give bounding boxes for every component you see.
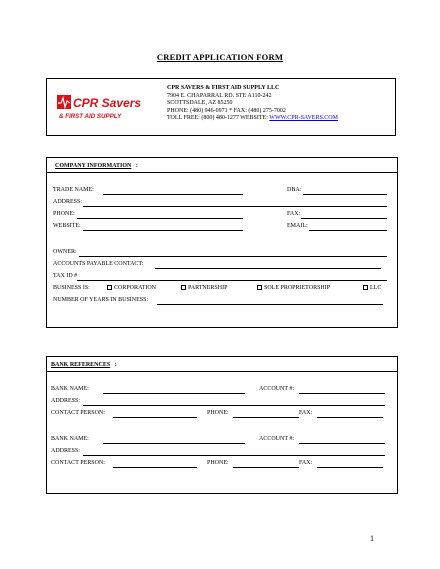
trade-name-label: TRADE NAME: bbox=[53, 187, 94, 193]
fax-label: FAX: bbox=[287, 211, 301, 217]
years-in-business-field[interactable] bbox=[157, 304, 383, 305]
tollfree-line bbox=[167, 115, 338, 123]
form-title: CREDIT APPLICATION FORM bbox=[156, 52, 284, 62]
checkbox[interactable] bbox=[257, 285, 262, 290]
company-name: CPR SAVERS & FIRST AID SUPPLY LLC bbox=[167, 85, 280, 91]
heading-divider bbox=[47, 371, 397, 372]
option-label: LLC bbox=[370, 285, 382, 291]
phone-field[interactable] bbox=[77, 218, 243, 219]
option-corporation[interactable] bbox=[107, 285, 156, 291]
company-address-block bbox=[167, 85, 338, 123]
fax-field[interactable] bbox=[301, 218, 387, 219]
address-label: ADDRESS: bbox=[53, 199, 83, 205]
address-field[interactable] bbox=[83, 206, 387, 207]
ap-contact-field[interactable] bbox=[155, 268, 381, 269]
contact-person-field[interactable] bbox=[113, 467, 197, 468]
svg-text:CPR Savers: CPR Savers bbox=[73, 96, 142, 110]
section-heading bbox=[51, 362, 117, 368]
tollfree-label: TOLL FREE: (800) 480-1277 WEBSITE: bbox=[167, 115, 268, 122]
contact-person-label: CONTACT PERSON: bbox=[51, 410, 105, 416]
address-line-2: SCOTTSDALE, AZ 85250 bbox=[167, 100, 233, 107]
bank-address-field[interactable] bbox=[83, 405, 385, 406]
account-field[interactable] bbox=[299, 443, 385, 444]
checkbox[interactable] bbox=[107, 285, 112, 290]
heading-divider bbox=[47, 172, 397, 173]
account-label: ACCOUNT #: bbox=[259, 386, 295, 392]
bank-address-field[interactable] bbox=[83, 455, 385, 456]
option-llc[interactable] bbox=[363, 285, 381, 291]
section-colon: : bbox=[114, 362, 117, 368]
bank-address-label: ADDRESS: bbox=[51, 398, 81, 404]
bank-name-field[interactable] bbox=[103, 443, 245, 444]
tax-id-field[interactable] bbox=[77, 280, 387, 281]
bank-phone-field[interactable] bbox=[233, 467, 299, 468]
option-partnership[interactable] bbox=[181, 285, 227, 291]
bank-name-label: BANK NAME: bbox=[51, 386, 89, 392]
option-label: SOLE PROPRIETORSHIP bbox=[264, 285, 331, 291]
bank-name-label: BANK NAME: bbox=[51, 436, 89, 442]
tax-id-label: TAX ID # bbox=[53, 273, 78, 279]
bank-phone-label: PHONE: bbox=[207, 460, 229, 466]
company-header bbox=[46, 78, 396, 136]
option-sole-proprietorship[interactable] bbox=[257, 285, 330, 291]
bank-fax-field[interactable] bbox=[317, 417, 383, 418]
section-title: COMPANY INFORMATION bbox=[55, 163, 132, 169]
dba-label: DBA: bbox=[287, 187, 302, 193]
checkbox[interactable] bbox=[181, 285, 186, 290]
address-line-1: 7904 E. CHAPARRAL RD. STE A110-242 bbox=[167, 92, 272, 99]
owner-label: OWNER: bbox=[53, 249, 77, 255]
section-title: BANK REFERENCES bbox=[51, 362, 111, 368]
bank-phone-label: PHONE: bbox=[207, 410, 229, 416]
trade-name-field[interactable] bbox=[103, 194, 243, 195]
dba-field[interactable] bbox=[303, 194, 387, 195]
owner-field[interactable] bbox=[79, 256, 387, 257]
bank-fax-field[interactable] bbox=[317, 467, 383, 468]
company-information-section bbox=[46, 157, 398, 328]
contact-person-label: CONTACT PERSON: bbox=[51, 460, 105, 466]
bank-address-label: ADDRESS: bbox=[51, 448, 81, 454]
website-link[interactable]: WWW.CPR-SAVERS.COM bbox=[269, 115, 338, 122]
svg-text:& FIRST AID SUPPLY: & FIRST AID SUPPLY bbox=[59, 113, 122, 120]
option-label: PARTNERSHIP bbox=[188, 285, 228, 291]
phone-label: PHONE: bbox=[53, 211, 75, 217]
bank-references-section bbox=[46, 356, 398, 494]
cpr-savers-logo bbox=[57, 93, 143, 121]
years-in-business-label: NUMBER OF YEARS IN BUSINESS: bbox=[53, 297, 149, 303]
website-field[interactable] bbox=[83, 230, 243, 231]
bank-fax-label: FAX: bbox=[299, 410, 313, 416]
bank-phone-field[interactable] bbox=[233, 417, 299, 418]
business-type-label: BUSINESS IS: bbox=[53, 285, 90, 291]
email-field[interactable] bbox=[309, 230, 387, 231]
option-label: CORPORATION bbox=[114, 285, 157, 291]
page-number: 1 bbox=[370, 534, 374, 543]
section-heading bbox=[55, 163, 138, 169]
contact-person-field[interactable] bbox=[113, 417, 197, 418]
email-label: EMAIL: bbox=[287, 223, 308, 229]
section-colon: : bbox=[135, 163, 138, 169]
website-label: WEBSITE: bbox=[53, 223, 81, 229]
bank-name-field[interactable] bbox=[103, 393, 245, 394]
bank-fax-label: FAX: bbox=[299, 460, 313, 466]
account-field[interactable] bbox=[299, 393, 385, 394]
checkbox[interactable] bbox=[363, 285, 368, 290]
account-label: ACCOUNT #: bbox=[259, 436, 295, 442]
ap-contact-label: ACCOUNTS PAYABLE CONTACT: bbox=[53, 261, 144, 267]
phone-fax-line: PHONE: (480) 946-0971 * FAX: (480) 275-7002 bbox=[167, 107, 286, 114]
